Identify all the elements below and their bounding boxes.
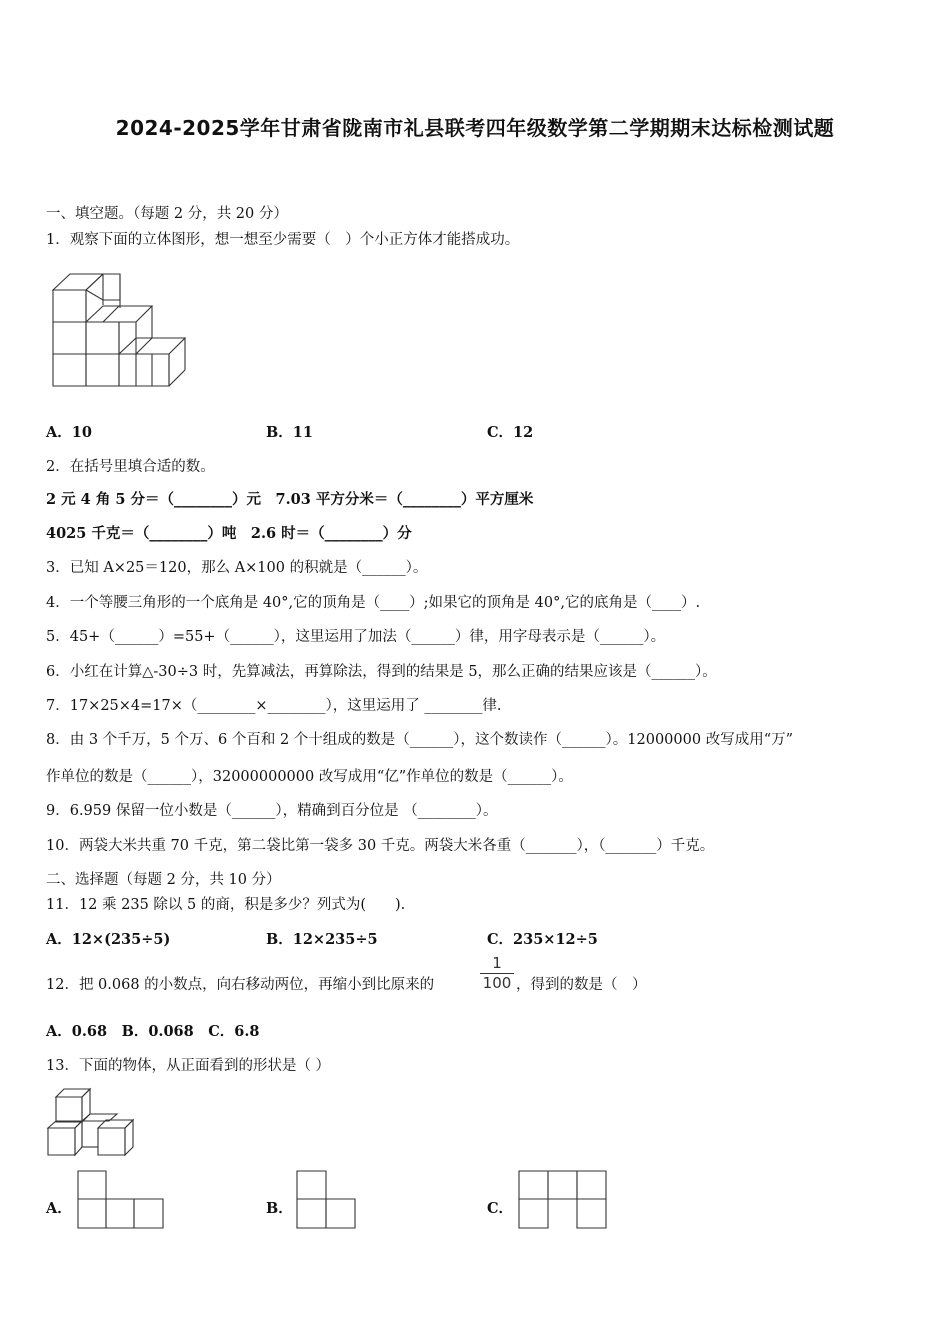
q11-option-b[interactable]: B．12×235÷5 [266,931,378,948]
q11-option-a[interactable]: A．12×(235÷5) [46,931,171,948]
question-10: 10．两袋大米共重 70 千克，第二袋比第一袋多 30 千克。两袋大米各重（_______），（_______）千克。 [46,838,715,854]
q13-option-a-label[interactable]: A． [46,1200,72,1217]
section-1-heading: 一、填空题。（每题 2 分，共 20 分） [46,206,288,222]
page-title: 2024-2025学年甘肃省陇南市礼县联考四年级数学第二学期期末达标检测试题 [115,116,835,140]
q1-option-c[interactable]: C．12 [487,424,534,441]
q13-option-c-shape[interactable] [518,1170,608,1230]
q13-option-c-label[interactable]: C． [487,1200,514,1217]
question-7: 7．17×25×4=17×（________×________），这里运用了 ________律. [46,698,502,714]
question-8-line-1: 8．由 3 个千万，5 个万、6 个百和 2 个十组成的数是（______），这个数读作（______）。12000000 改写成用“万” [46,732,794,748]
question-2-line-2: 4025 千克＝（________）吨 2.6 时＝（________）分 [46,525,412,542]
question-9: 9．6.959 保留一位小数是（______），精确到百分位是 （________）。 [46,803,498,819]
question-3: 3．已知 A×25＝120，那么 A×100 的积就是（______）。 [46,560,428,576]
question-8-line-2: 作单位的数是（______），32000000000 改写成用“亿”作单位的数是（______）。 [46,769,573,785]
q1-option-b[interactable]: B．11 [266,424,313,441]
q1-cube-staircase-figure [48,260,193,390]
section-2-heading: 二、选择题（每题 2 分，共 10 分） [46,872,281,888]
question-5: 5．45+（______）=55+（______），这里运用了加法（______）律，用字母表示是（______）。 [46,629,666,645]
question-2: 2．在括号里填合适的数。 [46,459,215,475]
question-2-line-1: 2 元 4 角 5 分＝（________）元 7.03 平方分米＝（________）平方厘米 [46,491,534,508]
question-1: 1．观察下面的立体图形，想一想至少需要（ ）个小正方体才能搭成功。 [46,232,520,248]
question-6: 6．小红在计算△-30÷3 时，先算减法，再算除法，得到的结果是 5，那么正确的结果应该是（______）。 [46,664,717,680]
question-13: 13．下面的物体，从正面看到的形状是（ ） [46,1058,331,1074]
q13-option-b-label[interactable]: B． [266,1200,293,1217]
question-11: 11．12 乘 235 除以 5 的商，积是多少？列式为( ). [46,897,406,913]
q13-option-a-shape[interactable] [77,1170,165,1230]
q11-option-c[interactable]: C．235×12÷5 [487,931,598,948]
question-12-suffix: ，得到的数是（ ） [516,977,647,993]
q12-fraction-numerator: 1 [492,954,502,972]
q1-option-a[interactable]: A．10 [46,424,92,441]
question-12-prefix: 12．把 0.068 的小数点，向右移动两位，再缩小到比原来的 [46,977,435,993]
q13-option-b-shape[interactable] [296,1170,358,1230]
q13-cube-arrangement-figure [44,1085,144,1157]
q12-options[interactable]: A．0.68 B．0.068 C．6.8 [46,1023,260,1040]
q12-fraction [480,955,514,992]
q12-fraction-denominator: 100 [482,974,512,992]
question-4: 4．一个等腰三角形的一个底角是 40°,它的顶角是（____）;如果它的顶角是 40°,它的底角是（____）. [46,595,701,611]
